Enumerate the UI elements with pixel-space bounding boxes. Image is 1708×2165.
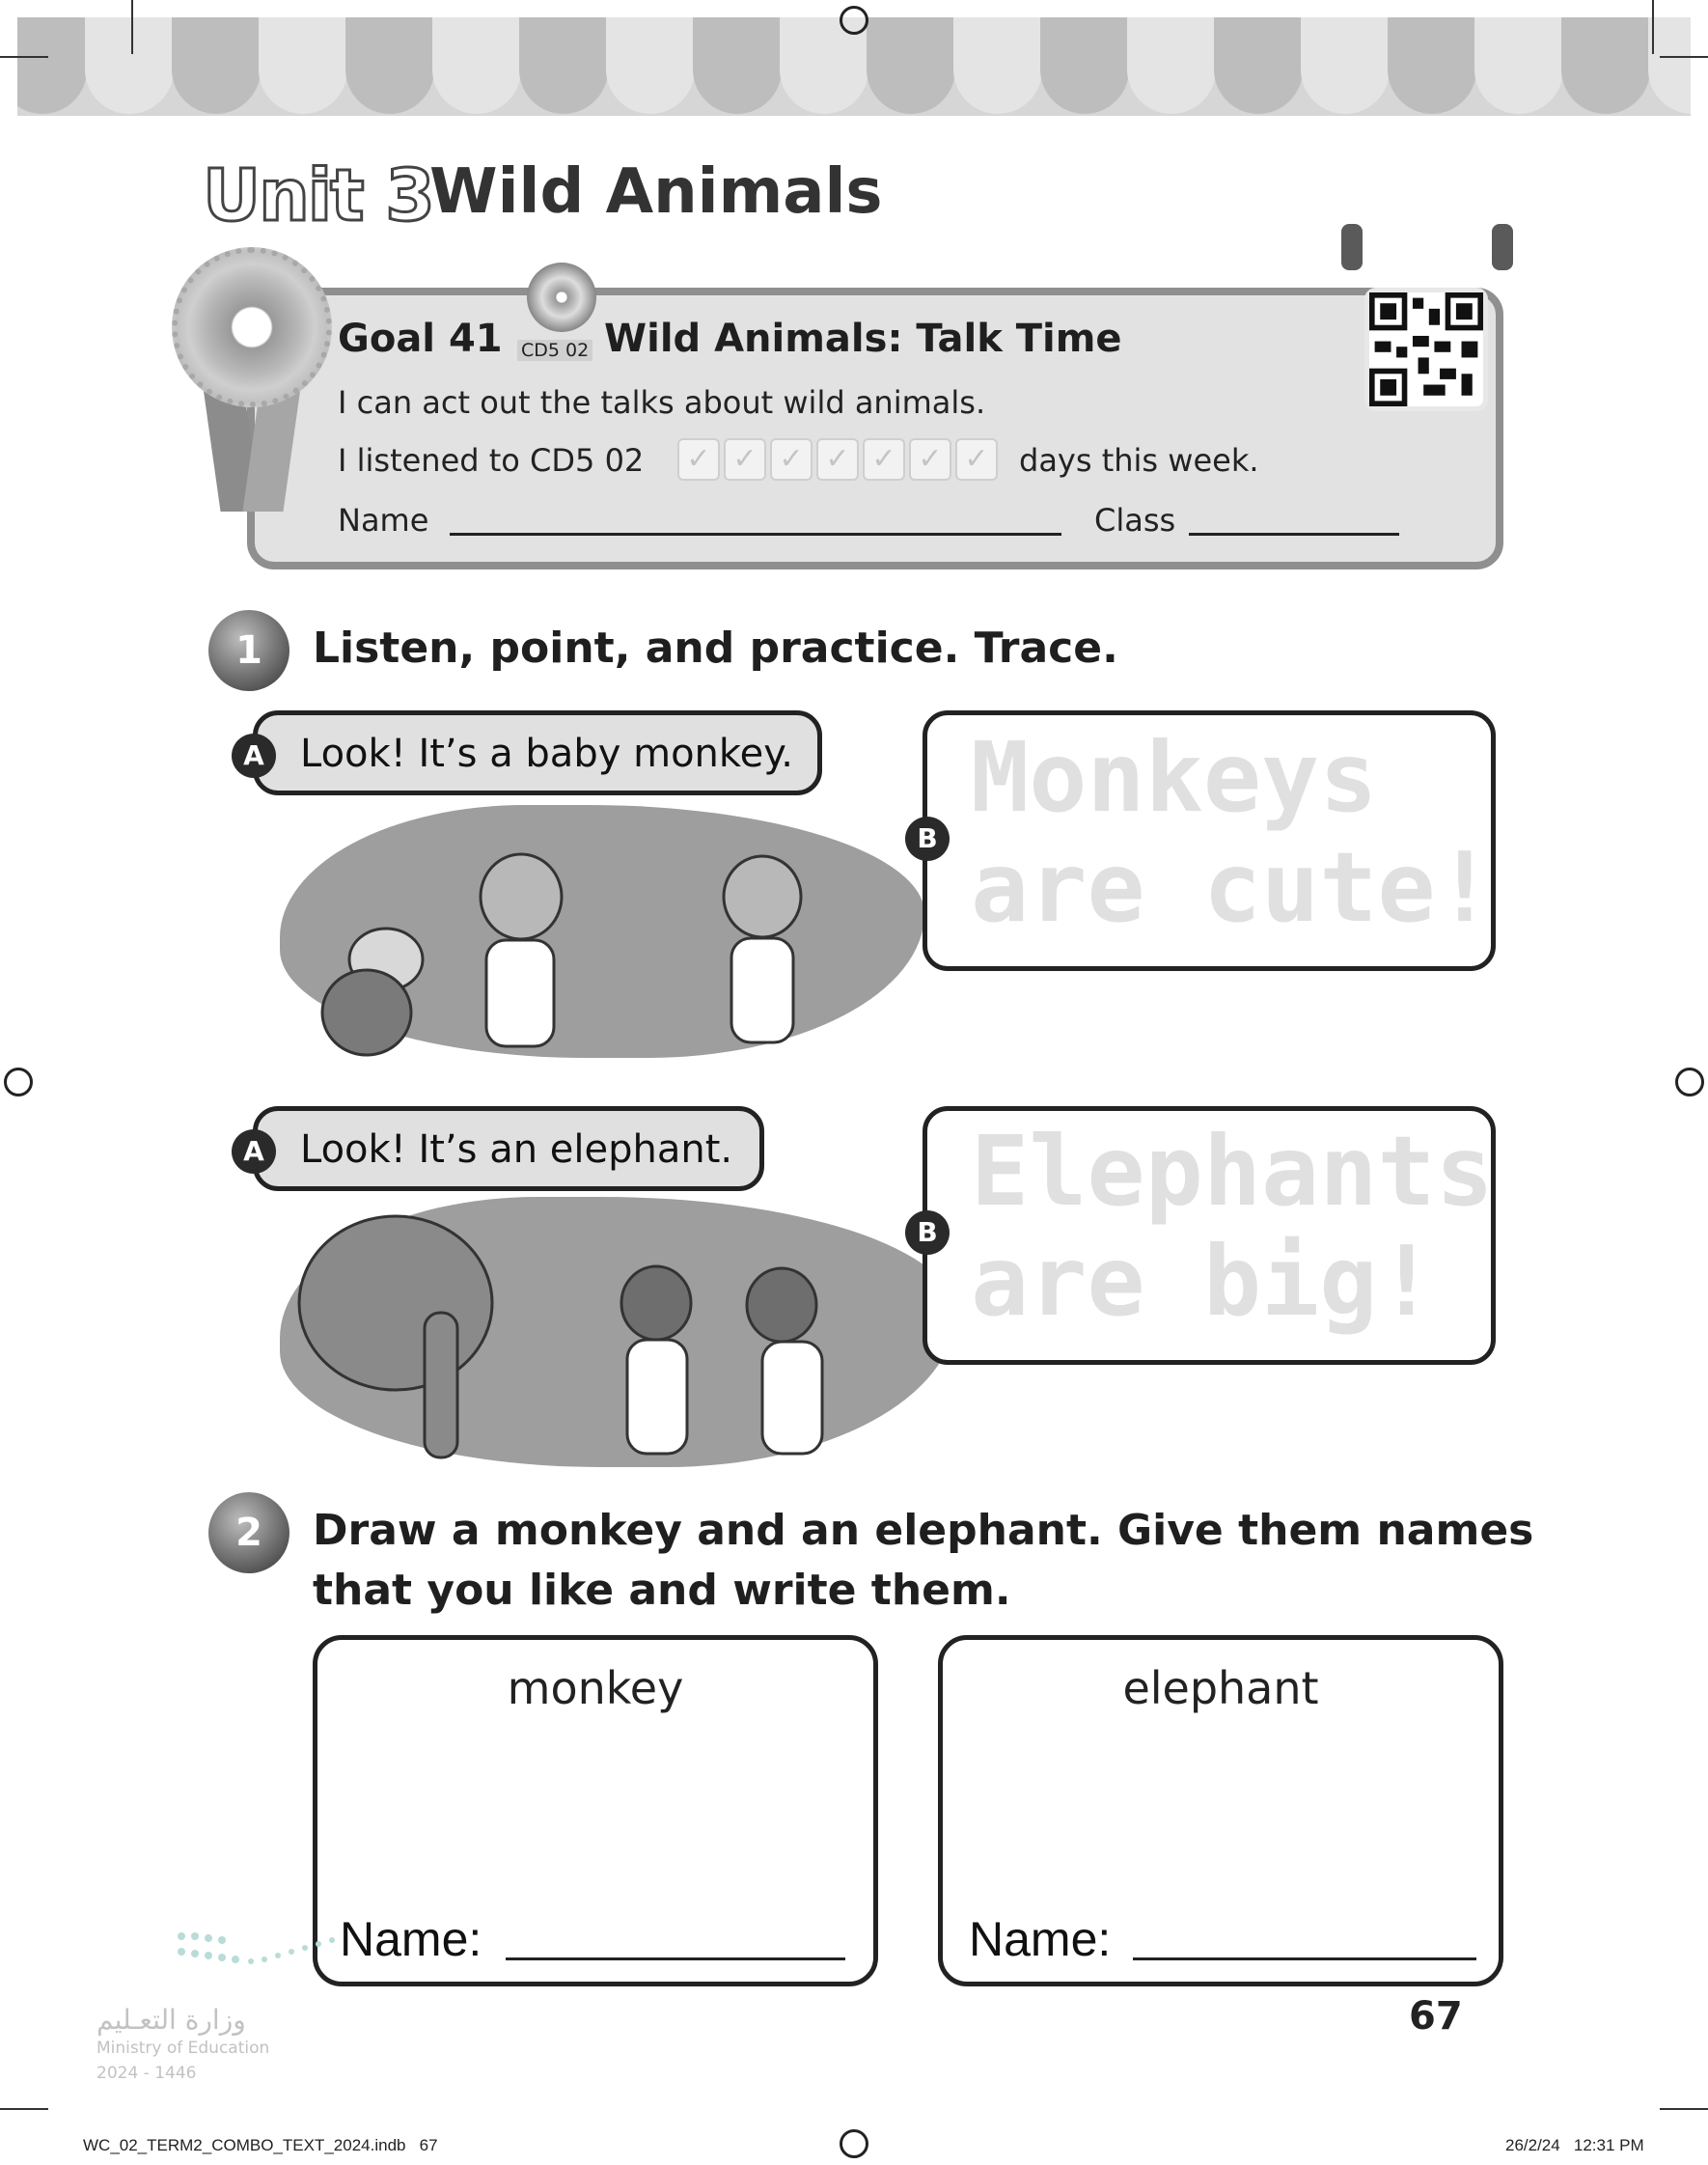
awning-scallop: [432, 17, 521, 114]
goal-title: Wild Animals: Talk Time: [604, 317, 1122, 361]
monkey-name-field[interactable]: [506, 1957, 845, 1960]
qr-code[interactable]: [1364, 288, 1488, 411]
listening-day-checkbox[interactable]: ✓: [677, 438, 720, 481]
registration-mark-icon: [840, 2129, 868, 2158]
speaker-a-badge: A: [232, 1129, 276, 1174]
speaker-b-badge: B: [905, 817, 950, 861]
activity-1-instruction: Listen, point, and practice. Trace.: [313, 624, 1118, 673]
ministry-year: 2024 - 1446: [96, 2064, 197, 2083]
trace-text-line: Monkeys: [971, 721, 1378, 834]
class-field[interactable]: [1189, 533, 1399, 536]
listened-prefix: I listened to CD5 02: [338, 442, 645, 479]
crop-mark: [0, 2108, 48, 2110]
awning-scallop: [867, 17, 955, 114]
ministry-name-english: Ministry of Education: [96, 2039, 270, 2058]
headphone-right-icon: [1492, 224, 1513, 270]
awning-scallop: [953, 17, 1042, 114]
name-label: Name:: [969, 1912, 1112, 1966]
print-file-info: WC_02_TERM2_COMBO_TEXT_2024.indb 67: [83, 2136, 438, 2154]
crop-mark: [1660, 2108, 1708, 2110]
awning-scallop: [1040, 17, 1129, 114]
awning-scallop: [1214, 17, 1303, 114]
awning-scallop: [1648, 17, 1691, 114]
listening-day-checkbox[interactable]: ✓: [770, 438, 813, 481]
awning-scallop: [345, 17, 434, 114]
trace-text-line: Elephants: [971, 1115, 1494, 1228]
drawing-box-label: elephant: [1122, 1662, 1319, 1714]
awning-scallop: [1474, 17, 1563, 114]
cd-track-label: CD5 02: [517, 340, 592, 361]
crop-mark: [0, 56, 48, 58]
elephant-name-field[interactable]: [1133, 1957, 1476, 1960]
listening-day-checkbox[interactable]: ✓: [816, 438, 859, 481]
listening-day-checkbox[interactable]: ✓: [909, 438, 951, 481]
awning-scallop: [606, 17, 695, 114]
crop-mark: [1660, 56, 1708, 58]
activity-2-instruction: Draw a monkey and an elephant. Give them names: [313, 1506, 1534, 1555]
listening-day-checkbox[interactable]: ✓: [955, 438, 998, 481]
speech-bubble-a: Look! It’s an elephant.: [253, 1106, 764, 1191]
crop-mark: [131, 0, 133, 54]
unit-logo: Unit 3: [203, 154, 433, 237]
drawing-box-label: monkey: [507, 1662, 684, 1714]
name-label: Name:: [340, 1912, 482, 1966]
activity-number-badge: 2: [208, 1492, 289, 1573]
elephant-scene-figures: [280, 1197, 955, 1477]
awning-scallop: [259, 17, 347, 114]
award-rosette-icon: [172, 247, 332, 407]
name-field[interactable]: [450, 533, 1061, 536]
trace-text-line: are cute!: [971, 831, 1494, 944]
awning-scallop: [1561, 17, 1650, 114]
awning-scallop: [1388, 17, 1476, 114]
goal-number: Goal 41: [338, 317, 503, 361]
page-title: Wild Animals: [429, 156, 883, 228]
print-datetime: 26/2/24 12:31 PM: [1505, 2136, 1644, 2154]
name-label: Name: [338, 502, 429, 539]
ministry-name-arabic: وزارة التعـليم: [96, 2004, 246, 2036]
awning-scallop: [693, 17, 782, 114]
trace-text-line: are big!: [971, 1225, 1436, 1338]
activity-number-badge: 1: [208, 610, 289, 691]
awning-scallop: [1127, 17, 1216, 114]
listening-day-checkbox[interactable]: ✓: [863, 438, 905, 481]
registration-mark-icon: [1675, 1068, 1704, 1096]
listening-day-checkbox[interactable]: ✓: [724, 438, 766, 481]
speaker-b-badge: B: [905, 1210, 950, 1255]
can-do-statement: I can act out the talks about wild animals.: [338, 384, 986, 421]
cd-icon: [527, 263, 596, 332]
awning-scallop: [172, 17, 261, 114]
ministry-logo-dots-icon: [174, 1927, 347, 1985]
headphone-left-icon: [1341, 224, 1363, 270]
awning-scallop: [519, 17, 608, 114]
crop-mark: [1652, 0, 1654, 54]
monkey-scene-figures: [280, 805, 955, 1075]
page-number: 67: [1409, 1994, 1463, 2039]
registration-mark-icon: [4, 1068, 33, 1096]
registration-mark-icon: [840, 6, 868, 35]
speech-bubble-a: Look! It’s a baby monkey.: [253, 710, 822, 795]
awning-scallop: [17, 17, 87, 114]
awning-scallop: [1301, 17, 1390, 114]
awning-scallop: [85, 17, 174, 114]
activity-2-instruction: that you like and write them.: [313, 1566, 1011, 1615]
listened-suffix: days this week.: [1019, 442, 1259, 479]
speaker-a-badge: A: [232, 734, 276, 778]
class-label: Class: [1094, 502, 1176, 539]
